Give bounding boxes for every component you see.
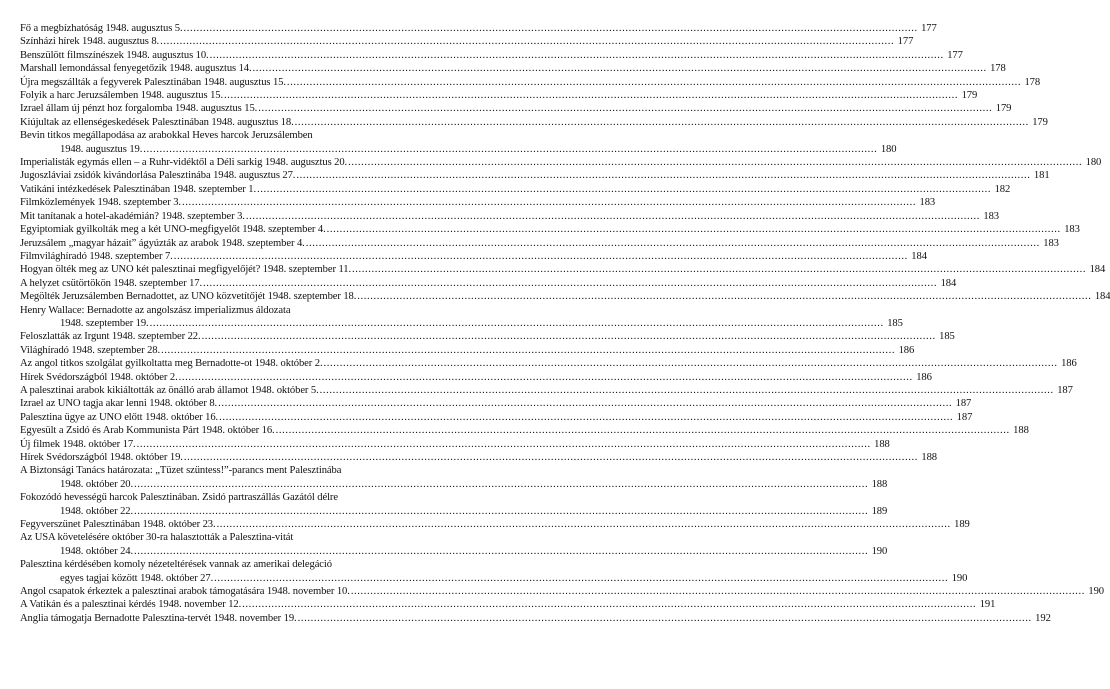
dot-leader xyxy=(242,598,976,611)
toc-entry-title: Világhíradó 1948. szeptember 28. xyxy=(20,344,161,356)
dot-leader xyxy=(161,344,895,357)
toc-entry-page-number: 180 xyxy=(880,143,897,155)
toc-entry-page-number: 183 xyxy=(983,210,999,222)
toc-entry-row xyxy=(20,451,937,464)
toc-entry-row xyxy=(20,263,1106,276)
toc-entry-title: Benszülött filmszínészek 1948. augusztus 10. xyxy=(20,49,209,61)
toc-entry-page-number: 190 xyxy=(871,545,888,557)
dot-leader xyxy=(352,263,1086,276)
toc-entry-row xyxy=(20,89,978,102)
toc-entry-page-number: 179 xyxy=(995,103,1012,115)
toc-entry-page-number: 184 xyxy=(1089,264,1106,276)
toc-entry-title-line: A Biztonsági Tanács határozata: „Tüzet szüntess!”-parancs ment Palesztinába xyxy=(20,465,342,477)
dot-leader xyxy=(295,116,1029,129)
dot-leader xyxy=(150,317,884,330)
toc-entry-page-number: 178 xyxy=(990,63,1006,75)
toc-entry-page-number: 188 xyxy=(871,478,888,490)
toc-entry-row xyxy=(20,397,972,410)
dot-leader xyxy=(202,330,936,343)
toc-entry-page-number: 189 xyxy=(954,519,970,531)
toc-entry xyxy=(20,22,937,35)
toc-entry xyxy=(20,491,888,518)
toc-entry-title: Filmközlemények 1948. szeptember 3. xyxy=(20,197,181,209)
toc-entry xyxy=(20,304,903,331)
toc-entry-title: 1948. október 22. xyxy=(60,505,134,517)
toc-entry-row xyxy=(20,35,914,48)
toc-entry xyxy=(20,89,978,102)
dot-leader xyxy=(217,518,951,531)
toc-entry-page-number: 179 xyxy=(961,90,978,102)
toc-entry-row xyxy=(20,598,996,611)
toc-entry-title: Palesztina ügye az UNO előtt 1948. október 16. xyxy=(20,411,219,423)
toc-entry-title: Egyesült a Zsidó és Arab Kommunista Párt 1948. október 16. xyxy=(20,425,275,437)
toc-entry-row xyxy=(20,250,927,263)
dot-leader xyxy=(298,612,1032,625)
dot-leader xyxy=(320,384,1054,397)
toc-entry xyxy=(20,612,1051,625)
toc-entry-row xyxy=(20,357,1077,370)
dot-leader xyxy=(258,102,992,115)
toc-entry-page-number: 183 xyxy=(1043,237,1059,249)
dot-leader xyxy=(296,169,1030,182)
toc-entry xyxy=(20,384,1073,397)
toc-entry xyxy=(20,263,1106,276)
dot-leader xyxy=(203,277,937,290)
toc-entry-row xyxy=(20,518,970,531)
toc-entry-page-number: 177 xyxy=(897,36,914,48)
toc-entry xyxy=(20,237,1059,250)
toc-entry-row xyxy=(20,505,888,518)
toc-entry-row xyxy=(20,371,932,384)
toc-entry xyxy=(20,35,914,48)
toc-entry-page-number: 189 xyxy=(871,505,888,517)
toc-entry-title: Hírek Svédországból 1948. október 19. xyxy=(20,452,183,463)
toc-entry-page-number: 185 xyxy=(939,331,955,343)
dot-leader xyxy=(143,143,877,156)
toc-entry-row xyxy=(20,290,1110,303)
toc-entry-row xyxy=(20,424,1029,437)
toc-entry-page-number: 178 xyxy=(1024,76,1041,88)
dot-leader xyxy=(218,397,952,410)
dot-leader xyxy=(257,183,991,196)
toc-entry-page-number: 190 xyxy=(951,572,968,584)
toc-entry-title: 1948. szeptember 19. xyxy=(60,317,149,329)
toc-entry-row xyxy=(20,116,1048,129)
toc-entry-row xyxy=(20,210,999,223)
toc-entry xyxy=(20,357,1077,370)
toc-entry-row xyxy=(20,223,1080,236)
toc-entry xyxy=(20,424,1029,437)
dot-leader xyxy=(348,156,1082,169)
dot-leader xyxy=(174,250,908,263)
toc-entry-page-number: 180 xyxy=(1085,157,1102,169)
toc-entry-row xyxy=(20,585,1104,598)
toc-entry-page-number: 188 xyxy=(921,452,937,463)
dot-leader xyxy=(253,62,987,75)
toc-entry-title: Filmvilághíradó 1948. szeptember 7. xyxy=(20,250,173,262)
toc-entry-title: Hogyan ölték meg az UNO két palesztinai megfigyelőjét? 1948. szeptember 11. xyxy=(20,264,351,276)
toc-entry xyxy=(20,156,1102,169)
toc-entry xyxy=(20,290,1110,303)
dot-leader xyxy=(184,22,918,35)
toc-entry-page-number: 182 xyxy=(994,183,1011,195)
toc-entry-page-number: 188 xyxy=(874,438,890,450)
toc-entry xyxy=(20,344,915,357)
toc-entry-row xyxy=(20,438,890,451)
dot-leader xyxy=(160,35,894,48)
toc-entry xyxy=(20,116,1048,129)
toc-entry-title: Jugoszláviai zsidók kivándorlása Palesztinába 1948. augusztus 27. xyxy=(20,170,296,182)
toc-entry-page-number: 187 xyxy=(956,411,973,423)
dot-leader xyxy=(137,438,871,451)
toc-entry-title: Marshall lemondással fenyegetőzik 1948. augusztus 14. xyxy=(20,63,252,75)
toc-entry-page-number: 177 xyxy=(921,23,937,34)
toc-entry-title: A helyzet csütörtökön 1948. szeptember 17. xyxy=(20,277,203,289)
toc-entry-row xyxy=(20,478,888,491)
toc-entry-page-number: 188 xyxy=(1013,425,1029,437)
toc-entry-row xyxy=(20,76,1041,89)
toc-entry-title: egyes tagjai között 1948. október 27. xyxy=(60,572,214,584)
toc-entry-title: Anglia támogatja Bernadotte Palesztina-tervét 1948. november 19. xyxy=(20,612,297,624)
toc-entry-title: Kiújultak az ellenségeskedések Palesztinában 1948. augusztus 18. xyxy=(20,116,294,128)
toc-entry-title: Egyiptomiak gyilkolták meg a két UNO-megfigyelőt 1948. szeptember 4. xyxy=(20,224,326,236)
toc-entry xyxy=(20,518,970,531)
toc-entry-page-number: 177 xyxy=(947,49,963,61)
toc-entry-page-number: 191 xyxy=(979,599,996,611)
toc-entry xyxy=(20,397,972,410)
toc-entry-title: Izrael állam új pénzt hoz forgalomba 1948. augusztus 15. xyxy=(20,103,258,115)
toc-entry-page-number: 186 xyxy=(898,344,915,356)
dot-leader xyxy=(351,585,1085,598)
toc-entry xyxy=(20,451,937,464)
dot-leader xyxy=(214,572,948,585)
toc-entry xyxy=(20,210,999,223)
dot-leader xyxy=(182,196,916,209)
toc-entry-title: Fegyverszünet Palesztinában 1948. október 23. xyxy=(20,519,216,531)
toc-entry-page-number: 184 xyxy=(1094,291,1110,303)
toc-entry-title-line: Az USA követelésére október 30-ra halasztották a Palesztina-vitát xyxy=(20,532,294,544)
toc-entry xyxy=(20,183,1011,196)
toc-entry xyxy=(20,585,1104,598)
toc-entry-title: Feloszlatták az Irgunt 1948. szeptember 22. xyxy=(20,331,201,343)
toc-entry-title: Angol csapatok érkeztek a palesztinai arabok támogatására 1948. november 10. xyxy=(20,586,350,598)
dot-leader xyxy=(324,357,1058,370)
toc-entry-page-number: 183 xyxy=(919,197,936,209)
toc-entry-title-line: Palesztina kérdésében komoly nézeteltérések vannak az amerikai delegáció xyxy=(20,559,332,571)
toc-entry-row xyxy=(20,183,1011,196)
toc-entry-title: 1948. augusztus 19. xyxy=(60,143,143,155)
toc-entry-title-line: Bevin titkos megállapodása az arabokkal Heves harcok Jeruzsálemben xyxy=(20,130,313,142)
toc-entry-row xyxy=(20,317,903,330)
dot-leader xyxy=(210,49,944,62)
toc-entry-row xyxy=(20,196,936,209)
toc-entry xyxy=(20,49,963,62)
dot-leader xyxy=(306,237,1040,250)
toc-entry-page-number: 185 xyxy=(887,317,903,329)
toc-entry xyxy=(20,371,932,384)
toc-entry-row xyxy=(20,102,1012,115)
toc-entry xyxy=(20,330,955,343)
toc-entry-row xyxy=(20,572,968,585)
toc-entry-title: 1948. október 20. xyxy=(60,478,134,490)
toc-entry-page-number: 187 xyxy=(955,398,972,410)
toc-entry-title: Színházi hírek 1948. augusztus 8. xyxy=(20,36,160,48)
toc-entry xyxy=(20,196,936,209)
toc-entry xyxy=(20,598,996,611)
toc-entry-row xyxy=(20,330,955,343)
toc-entry xyxy=(20,62,1006,75)
toc-entry-row xyxy=(20,545,888,558)
toc-entry-page-number: 192 xyxy=(1035,612,1051,624)
toc-entry-page-number: 179 xyxy=(1032,116,1048,128)
toc-entry-title: 1948. október 24. xyxy=(60,545,134,557)
toc-entry xyxy=(20,76,1041,89)
toc-entry xyxy=(20,250,927,263)
toc-entry-title: Megölték Jeruzsálemben Bernadottet, az UNO közvetítőjét 1948. szeptember 18. xyxy=(20,291,357,303)
toc-entry-row xyxy=(20,237,1059,250)
toc-entry-title-line: Fokozódó hevességű harcok Palesztinában. Zsidó partraszállás Gazától délre xyxy=(20,492,338,504)
toc-entry-page-number: 187 xyxy=(1057,384,1073,396)
toc-entry-row xyxy=(20,62,1006,75)
dot-leader xyxy=(246,210,980,223)
dot-leader xyxy=(219,411,953,424)
toc-entry-row xyxy=(20,156,1102,169)
toc-entry-row xyxy=(20,277,957,290)
toc-entry-page-number: 190 xyxy=(1088,586,1104,598)
toc-entry-title: Fő a megbízhatóság 1948. augusztus 5. xyxy=(20,23,183,34)
dot-leader xyxy=(357,290,1091,303)
toc-entry-page-number: 186 xyxy=(916,371,932,383)
toc-entry-row xyxy=(20,384,1073,397)
toc-entry xyxy=(20,464,888,491)
toc-entry xyxy=(20,438,890,451)
toc-entry-title: Jeruzsálem „magyar házait” ágyúzták az arabok 1948. szeptember 4. xyxy=(20,237,305,249)
toc-entry-row xyxy=(20,169,1050,182)
toc-entry-page-number: 183 xyxy=(1064,224,1080,236)
dot-leader xyxy=(184,451,918,464)
toc-entry xyxy=(20,277,957,290)
toc-entry-title: Izrael az UNO tagja akar lenni 1948. október 8. xyxy=(20,398,218,410)
toc-entry-title: A Vatikán és a palesztinai kérdés 1948. november 12. xyxy=(20,599,242,611)
table-of-contents xyxy=(20,22,1110,625)
toc-entry-title: Imperialisták egymás ellen – a Ruhr-vidéktől a Déli sarkig 1948. augusztus 20. xyxy=(20,157,348,169)
dot-leader xyxy=(224,89,958,102)
toc-entry-row xyxy=(20,22,937,35)
toc-entry-row xyxy=(20,344,915,357)
toc-entry xyxy=(20,102,1012,115)
dot-leader xyxy=(276,424,1010,437)
toc-entry xyxy=(20,411,973,424)
toc-entry-page-number: 181 xyxy=(1033,170,1050,182)
dot-leader xyxy=(179,371,913,384)
toc-entry-page-number: 184 xyxy=(911,250,927,262)
toc-entry xyxy=(20,129,897,156)
toc-entry-page-number: 184 xyxy=(940,277,957,289)
toc-entry-row xyxy=(20,612,1051,625)
toc-entry-row xyxy=(20,411,973,424)
toc-entry-row xyxy=(20,143,897,156)
toc-entry xyxy=(20,169,1050,182)
toc-entry-row xyxy=(20,49,963,62)
dot-leader xyxy=(134,545,868,558)
toc-entry-title: Mit tanítanak a hotel-akadémián? 1948. szeptember 3. xyxy=(20,210,245,222)
dot-leader xyxy=(134,478,868,491)
dot-leader xyxy=(287,76,1021,89)
toc-entry-title-line: Henry Wallace: Bernadotte az angolszász imperializmus áldozata xyxy=(20,304,291,316)
toc-entry xyxy=(20,558,968,585)
toc-entry-title: Hírek Svédországból 1948. október 2. xyxy=(20,371,178,383)
dot-leader xyxy=(327,223,1061,236)
toc-entry-title: A palesztinai arabok kikiáltották az önálló arab államot 1948. október 5. xyxy=(20,384,319,396)
toc-entry-title: Újra megszállták a fegyverek Palesztinában 1948. augusztus 15. xyxy=(20,76,286,88)
toc-entry-title: Folyik a harc Jeruzsálemben 1948. augusztus 15. xyxy=(20,90,224,102)
toc-entry xyxy=(20,531,888,558)
toc-entry-title: Vatikáni intézkedések Palesztinában 1948. szeptember 1. xyxy=(20,183,257,195)
dot-leader xyxy=(134,505,868,518)
toc-entry-title: Új filmek 1948. október 17. xyxy=(20,438,136,450)
toc-entry xyxy=(20,223,1080,236)
toc-entry-title: Az angol titkos szolgálat gyilkoltatta meg Bernadotte-ot 1948. október 2. xyxy=(20,358,323,370)
toc-entry-page-number: 186 xyxy=(1061,358,1077,370)
